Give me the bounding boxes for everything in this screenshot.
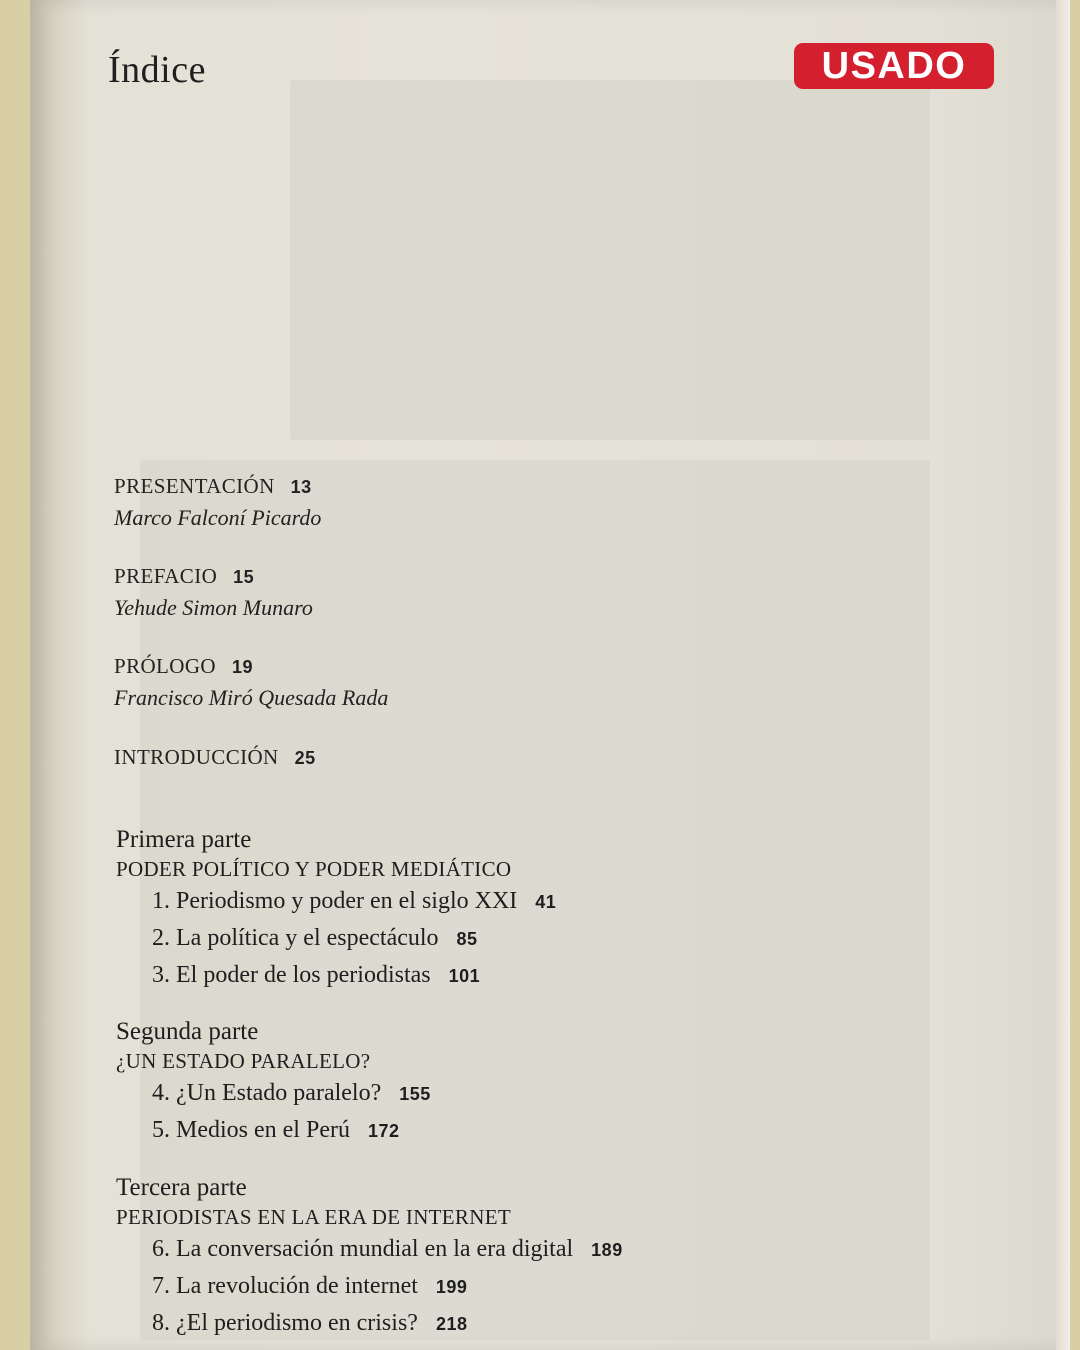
chapter-page: 199 bbox=[435, 1277, 468, 1297]
part-subtitle: PERIODISTAS EN LA ERA DE INTERNET bbox=[116, 1205, 511, 1229]
chapter-item[interactable] bbox=[116, 1305, 623, 1342]
part-name: Tercera parte bbox=[116, 1174, 247, 1201]
entry-author: Francisco Miró Quesada Rada bbox=[114, 685, 389, 710]
chapter-item[interactable] bbox=[116, 920, 556, 957]
part-subtitle: PODER POLÍTICO Y PODER MEDIÁTICO bbox=[116, 857, 512, 881]
chapter-page: 172 bbox=[367, 1121, 400, 1141]
chapter-title: 6. La conversación mundial en la era digital bbox=[152, 1236, 574, 1262]
chapter-title: 8. ¿El periodismo en crisis? bbox=[152, 1310, 418, 1336]
toc-entry-prefacio[interactable] bbox=[114, 564, 313, 621]
page-edge bbox=[1056, 0, 1070, 1350]
entry-page: 25 bbox=[294, 748, 316, 768]
toc-entry-presentacion[interactable] bbox=[114, 474, 321, 531]
chapter-page: 155 bbox=[399, 1084, 431, 1104]
entry-label: INTRODUCCIÓN bbox=[114, 745, 279, 769]
chapter-item[interactable] bbox=[116, 1231, 623, 1268]
part-name: Segunda parte bbox=[116, 1018, 259, 1045]
index-title: Índice bbox=[108, 49, 206, 91]
part-name: Primera parte bbox=[116, 826, 252, 853]
entry-label: PREFACIO bbox=[114, 564, 218, 588]
toc-entry-prologo[interactable] bbox=[114, 654, 388, 711]
chapter-page: 101 bbox=[448, 966, 481, 986]
chapter-page: 85 bbox=[456, 929, 478, 949]
toc-part-1 bbox=[116, 825, 556, 994]
chapter-item[interactable] bbox=[116, 1268, 623, 1305]
toc-part-2 bbox=[116, 1017, 431, 1149]
used-badge: USADO bbox=[794, 43, 994, 89]
toc-part-3 bbox=[116, 1173, 623, 1342]
entry-label: PRÓLOGO bbox=[114, 654, 216, 678]
chapter-item[interactable] bbox=[116, 1075, 431, 1112]
chapter-item[interactable] bbox=[116, 957, 556, 994]
chapter-title: 5. Medios en el Perú bbox=[152, 1117, 350, 1143]
chapter-page: 189 bbox=[591, 1240, 623, 1260]
chapter-item[interactable] bbox=[116, 1112, 431, 1149]
chapter-page: 41 bbox=[535, 892, 557, 912]
chapter-page: 218 bbox=[435, 1314, 468, 1334]
chapter-title: 4. ¿Un Estado paralelo? bbox=[152, 1080, 382, 1106]
chapter-title: 1. Periodismo y poder en el siglo XXI bbox=[152, 888, 518, 914]
entry-page: 19 bbox=[231, 657, 254, 677]
show-through-text-top bbox=[290, 80, 930, 440]
entry-page: 13 bbox=[290, 477, 312, 497]
entry-author: Marco Falconí Picardo bbox=[114, 505, 322, 530]
entry-page: 15 bbox=[233, 567, 255, 587]
toc-entry-introduccion[interactable] bbox=[114, 745, 316, 770]
entry-author: Yehude Simon Munaro bbox=[114, 595, 313, 620]
chapter-title: 7. La revolución de internet bbox=[152, 1273, 418, 1299]
entry-label: PRESENTACIÓN bbox=[114, 474, 275, 498]
chapter-title: 2. La política y el espectáculo bbox=[152, 925, 439, 951]
chapter-title: 3. El poder de los periodistas bbox=[152, 962, 431, 988]
part-subtitle: ¿UN ESTADO PARALELO? bbox=[116, 1049, 371, 1073]
chapter-item[interactable] bbox=[116, 883, 556, 920]
